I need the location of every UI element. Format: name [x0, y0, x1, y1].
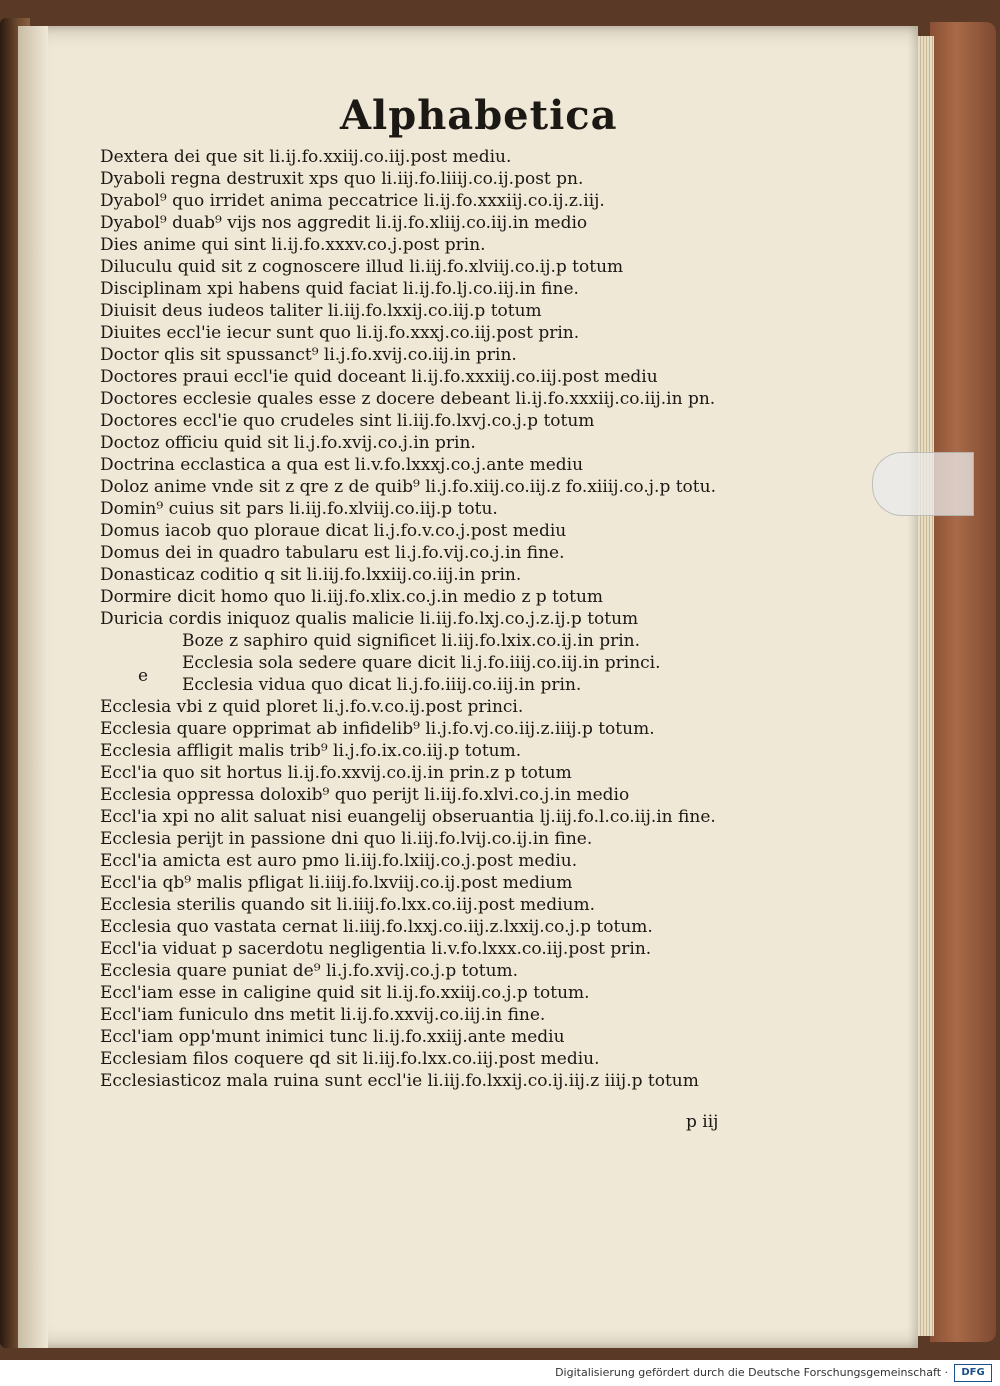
index-line: Doctores eccl'ie quo crudeles sint li.iij.fo.lxvj.co.j.p totum — [100, 411, 595, 431]
index-line: Doctor qlis sit spussanct⁹ li.j.fo.xvij.co.iij.in prin. — [100, 345, 517, 365]
index-line: Ecclesia sterilis quando sit li.iiij.fo.lxx.co.iij.post medium. — [100, 895, 596, 915]
index-line: Dies anime qui sint li.ij.fo.xxxv.co.j.post prin. — [100, 235, 486, 255]
index-line: Ecclesia quare opprimat ab infidelib⁹ li.j.fo.vj.co.iij.z.iiij.p totum. — [100, 719, 655, 739]
index-line: Domus dei in quadro tabularu est li.j.fo.vij.co.j.in fine. — [100, 543, 565, 563]
index-line: Diuites eccl'ie iecur sunt quo li.ij.fo.xxxj.co.iij.post prin. — [100, 323, 580, 343]
index-line: Ecclesia vidua quo dicat li.j.fo.iiij.co.iij.in prin. — [182, 675, 582, 695]
index-entries — [100, 146, 800, 1092]
index-line: Eccl'iam opp'munt inimici tunc li.ij.fo.xxiij.ante mediu — [100, 1027, 565, 1047]
index-line: Domus iacob quo ploraue dicat li.j.fo.v.co.j.post mediu — [100, 521, 567, 541]
index-line: Doctrina ecclastica a qua est li.v.fo.lxxxj.co.j.ante mediu — [100, 455, 584, 475]
right-cover — [930, 22, 996, 1342]
dfg-logo-icon: DFG — [954, 1364, 992, 1382]
index-line: Ecclesiasticoz mala ruina sunt eccl'ie li.iij.fo.lxxij.co.ij.iij.z iiij.p totum — [100, 1071, 699, 1091]
index-line: Eccl'iam funiculo dns metit li.ij.fo.xxvij.co.iij.in fine. — [100, 1005, 546, 1025]
index-line: Diuisit deus iudeos taliter li.iij.fo.lxxij.co.iij.p totum — [100, 301, 542, 321]
index-line: Duricia cordis iniquoz qualis malicie li.iij.fo.lxj.co.j.z.ij.p totum — [100, 609, 639, 629]
index-line: Ecclesiam filos coquere qd sit li.iij.fo.lxx.co.iij.post mediu. — [100, 1049, 600, 1069]
index-line: Donasticaz coditio q sit li.iij.fo.lxxiij.co.iij.in prin. — [100, 565, 522, 585]
footer-credit: Digitalisierung gefördert durch die Deutsche Forschungsgemeinschaft · — [555, 1366, 948, 1379]
index-line: Ecclesia affligit malis trib⁹ li.j.fo.ix.co.iij.p totum. — [100, 741, 522, 761]
index-line: Dyabol⁹ duab⁹ vijs nos aggredit li.ij.fo.xliij.co.iij.in medio — [100, 213, 588, 233]
index-line: Boze z saphiro quid significet li.iij.fo.lxix.co.ij.in prin. — [182, 631, 641, 651]
index-line: Ecclesia quo vastata cernat li.iiij.fo.lxxj.co.iij.z.lxxij.co.j.p totum. — [100, 917, 653, 937]
index-line: Eccl'ia qb⁹ malis pfligat li.iiij.fo.lxviij.co.ij.post medium — [100, 873, 573, 893]
index-line: Ecclesia perijt in passione dni quo li.iij.fo.lvij.co.ij.in fine. — [100, 829, 593, 849]
index-line: Doloz anime vnde sit z qre z de quib⁹ li.j.fo.xiij.co.iij.z fo.xiiij.co.j.p totu. — [100, 477, 716, 497]
index-line: Eccl'ia viduat p sacerdotu negligentia li.v.fo.lxxx.co.iij.post prin. — [100, 939, 652, 959]
index-line: Diluculu quid sit z cognoscere illud li.iij.fo.xlviij.co.ij.p totum — [100, 257, 624, 277]
index-line: Doctores ecclesie quales esse z docere debeant li.ij.fo.xxxiij.co.iij.in pn. — [100, 389, 716, 409]
index-line: Eccl'ia amicta est auro pmo li.iij.fo.lxiij.co.j.post mediu. — [100, 851, 578, 871]
index-line: Doctoz officiu quid sit li.j.fo.xvij.co.j.in prin. — [100, 433, 476, 453]
marginal-letter: e — [138, 666, 149, 686]
index-line: Ecclesia vbi z quid ploret li.j.fo.v.co.ij.post princi. — [100, 697, 524, 717]
index-line: Doctores praui eccl'ie quid doceant li.ij.fo.xxxiij.co.iij.post mediu — [100, 367, 658, 387]
index-line: Eccl'ia xpi no alit saluat nisi euangelij obseruantia lj.iij.fo.l.co.iij.in fine. — [100, 807, 716, 827]
index-line: Dextera dei que sit li.ij.fo.xxiij.co.iij.post mediu. — [100, 147, 512, 167]
page-heading: Alphabetica — [340, 92, 618, 139]
index-line: Ecclesia oppressa doloxib⁹ quo perijt li.iij.fo.xlvi.co.j.in medio — [100, 785, 630, 805]
index-line: Eccl'iam esse in caligine quid sit li.ij.fo.xxiij.co.j.p totum. — [100, 983, 590, 1003]
footer-bar — [0, 1360, 1000, 1386]
index-line: Eccl'ia quo sit hortus li.ij.fo.xxvij.co.ij.in prin.z p totum — [100, 763, 572, 783]
index-line: Ecclesia quare puniat de⁹ li.j.fo.xvij.co.j.p totum. — [100, 961, 519, 981]
index-line: Dyabol⁹ quo irridet anima peccatrice li.ij.fo.xxxiij.co.ij.z.iij. — [100, 191, 605, 211]
page-tab-marker — [872, 452, 974, 516]
index-line: Dormire dicit homo quo li.iij.fo.xlix.co.j.in medio z p totum — [100, 587, 604, 607]
index-line: Domin⁹ cuius sit pars li.iij.fo.xlviij.co.iij.p totu. — [100, 499, 498, 519]
index-line: Ecclesia sola sedere quare dicit li.j.fo.iiij.co.iij.in princi. — [182, 653, 661, 673]
page-gutter-shadow — [18, 26, 48, 1348]
index-line: Disciplinam xpi habens quid faciat li.ij.fo.lj.co.iij.in fine. — [100, 279, 579, 299]
index-line: Dyaboli regna destruxit xps quo li.iij.fo.liiij.co.ij.post pn. — [100, 169, 584, 189]
signature-mark: p iij — [686, 1112, 719, 1132]
